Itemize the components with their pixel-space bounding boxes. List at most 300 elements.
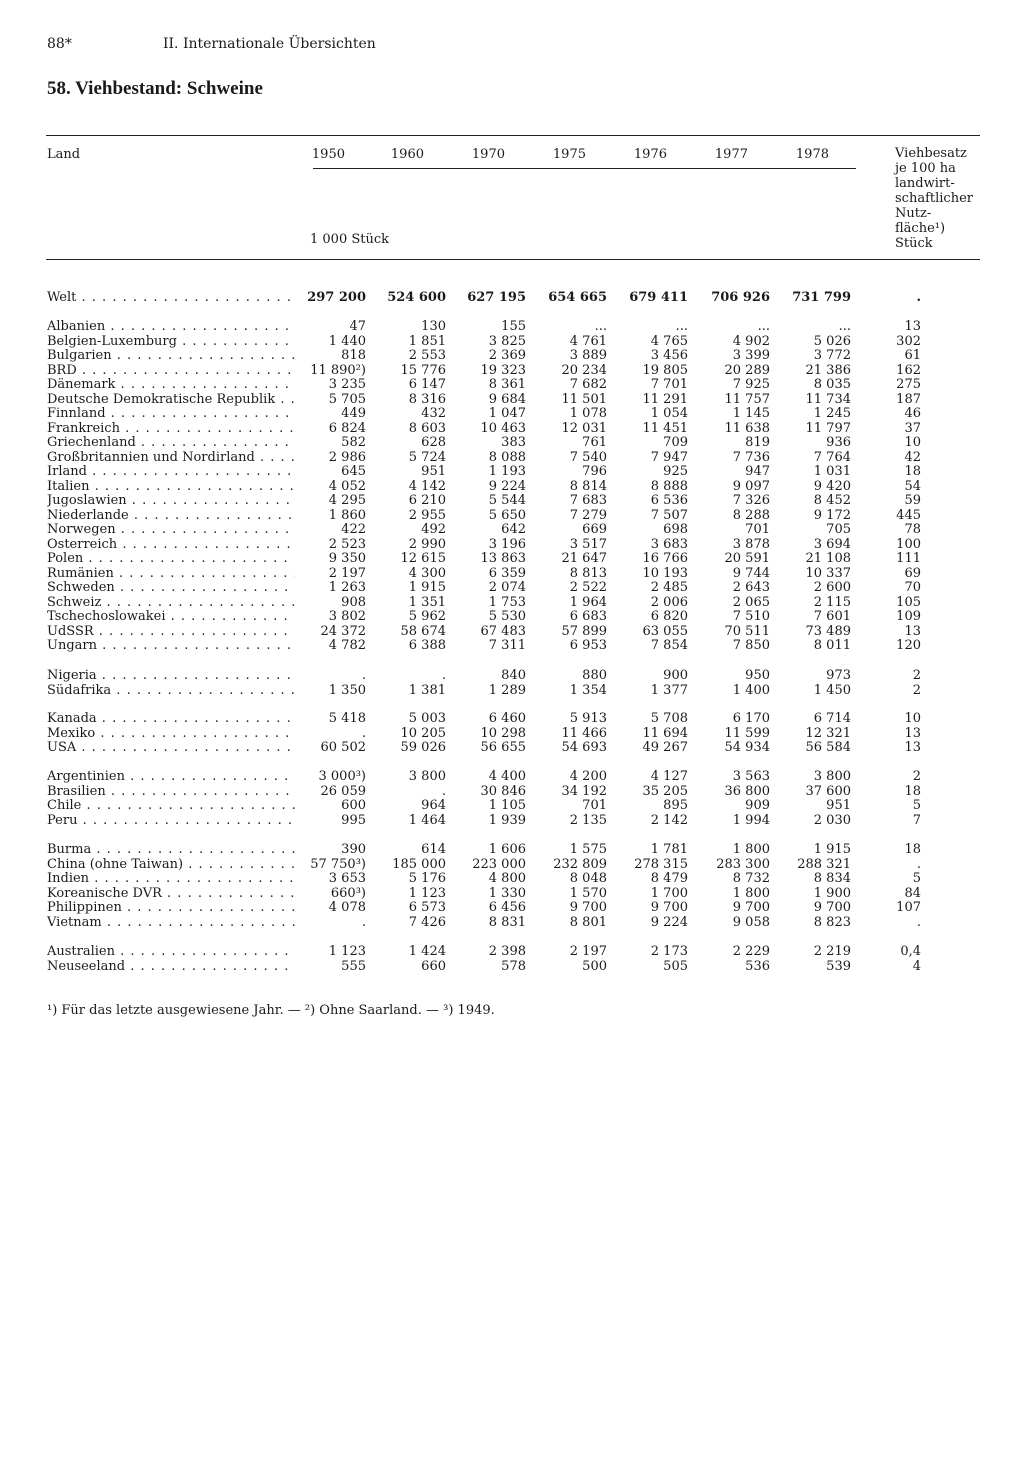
cell-value: 2 006 [650,594,688,610]
cell-value: . [361,914,366,930]
cell-viehbesatz: . [916,914,921,930]
country-name: Irland . . . [47,464,295,479]
table-row [0,900,1024,915]
cell-value: 7 540 [569,449,607,465]
cell-viehbesatz: 46 [904,406,921,421]
cell-value: 1 570 [569,885,607,901]
cell-value: 1 800 [732,885,770,901]
table-row [0,537,1024,552]
cell-value: 3 889 [569,348,607,363]
cell-value: 11 638 [724,420,770,436]
cell-viehbesatz: 69 [904,565,921,581]
cell-viehbesatz: 107 [896,900,921,915]
cell-value: 19 323 [480,362,526,378]
cell-viehbesatz: 275 [896,377,921,392]
country-name: Finnland . . . [47,406,295,421]
cell-value: 1 263 [328,580,366,595]
table-row [0,769,1024,784]
column-header-year: 1975 [552,147,586,162]
cell-value: 8 361 [488,377,526,392]
cell-viehbesatz: 13 [904,319,921,334]
cell-value: 3 653 [328,871,366,886]
cell-value: 3 772 [813,348,851,363]
cell-value: 8 452 [813,493,851,508]
cell-value: 1 753 [488,594,526,610]
table-row [0,392,1024,407]
cell-value: 3 802 [328,609,366,624]
cell-viehbesatz: 100 [896,536,921,552]
cell-value: 1 054 [650,406,688,421]
cell-value: 24 372 [320,623,366,639]
cell-viehbesatz: 10 [904,435,921,450]
cell-value: 6 573 [408,900,446,915]
country-name: Großbritannien und Nordirland . . . [47,450,295,465]
country-name: China (ohne Taiwan) . . . [47,857,295,872]
cell-value: 10 298 [480,725,526,741]
cell-value: 2 522 [569,580,607,595]
cell-value: 2 074 [488,580,526,595]
cell-viehbesatz: 18 [904,783,921,799]
country-name: Südafrika . . . [47,683,295,698]
table-row [0,493,1024,508]
cell-value: 3 000³) [318,769,366,784]
table-row [0,348,1024,363]
cell-value: 47 [349,319,366,334]
cell-value: 3 399 [732,348,770,363]
page-number: 88* [47,36,72,52]
besatz-line: Stück [895,236,933,251]
cell-value: 654 665 [548,290,607,305]
cell-viehbesatz: 5 [912,871,921,886]
cell-value: 628 [421,435,446,450]
cell-value: 7 854 [650,638,688,653]
cell-value: 2 197 [328,565,366,581]
cell-value: 10 337 [805,565,851,581]
cell-value: 1 781 [650,842,688,857]
cell-value: 731 799 [792,290,851,305]
table-row [0,580,1024,595]
cell-value: 4 761 [569,333,607,349]
cell-value: 1 851 [408,333,446,349]
table-title: 58. Viehbestand: Schweine [47,78,263,99]
cell-value: 232 809 [553,856,607,872]
table-row [0,959,1024,974]
cell-value: 1 145 [732,406,770,421]
table-row [0,609,1024,624]
cell-value: 2 030 [813,812,851,828]
cell-viehbesatz: 162 [896,362,921,378]
country-name: Kanada . . . [47,711,295,726]
cell-value: 4 782 [328,638,366,653]
cell-value: 2 643 [732,580,770,595]
cell-value: 1 900 [813,885,851,901]
cell-value: 8 831 [488,914,526,930]
cell-value: 9 420 [813,478,851,494]
cell-value: ... [675,319,688,334]
cell-value: 1 354 [569,682,607,698]
cell-value: 37 600 [805,783,851,799]
cell-value: 9 097 [732,478,770,494]
cell-viehbesatz: 18 [904,464,921,479]
cell-value: 63 055 [642,623,688,639]
cell-value: 1 800 [732,842,770,857]
country-name: BRD . . . [47,363,295,378]
cell-value: 2 600 [813,580,851,595]
cell-value: 6 388 [408,638,446,653]
cell-value: 11 734 [805,391,851,407]
cell-value: 1 915 [813,842,851,857]
cell-value: 627 195 [467,290,526,305]
cell-value: 1 939 [488,812,526,828]
cell-value: ... [594,319,607,334]
country-name: UdSSR . . . [47,624,295,639]
cell-viehbesatz: 13 [904,623,921,639]
cell-value: 964 [421,798,446,813]
besatz-line: schaftlicher [895,191,973,206]
cell-value: 500 [582,958,607,974]
cell-value: 5 913 [569,711,607,726]
cell-value: 57 750³) [310,856,366,872]
cell-value: 11 291 [642,391,688,407]
cell-value: 7 701 [650,377,688,392]
country-name: Brasilien . . . [47,784,295,799]
cell-value: 947 [745,464,770,479]
cell-value: 8 888 [650,478,688,494]
cell-value: 390 [341,842,366,857]
cell-value: 7 683 [569,493,607,508]
cell-value: 11 757 [724,391,770,407]
country-name: Chile . . . [47,798,295,813]
cell-value: 9 744 [732,565,770,581]
table-header-bottom-rule [46,259,980,260]
cell-value: 70 511 [724,623,770,639]
cell-value: 951 [826,798,851,813]
table-row [0,944,1024,959]
cell-value: 1 994 [732,812,770,828]
cell-value: 9 700 [569,900,607,915]
country-name: Deutsche Demokratische Republik . . . [47,392,295,407]
cell-value: 642 [501,522,526,537]
cell-value: ... [838,319,851,334]
cell-value: 383 [501,435,526,450]
cell-viehbesatz: 10 [904,711,921,726]
cell-value: 35 205 [642,783,688,799]
cell-value: 1 424 [408,944,446,959]
cell-value: 6 536 [650,493,688,508]
cell-value: 8 088 [488,449,526,465]
cell-value: 5 418 [328,711,366,726]
cell-value: 4 142 [408,478,446,494]
country-name: Welt . . . [47,290,295,305]
cell-value: 11 797 [805,420,851,436]
cell-value: 4 765 [650,333,688,349]
cell-viehbesatz: 445 [896,507,921,523]
cell-value: 8 316 [408,391,446,407]
cell-value: 505 [663,958,688,974]
cell-value: 8 479 [650,871,688,886]
cell-value: 9 700 [813,900,851,915]
cell-value: 73 489 [805,623,851,639]
column-header-year: 1970 [471,147,505,162]
besatz-line: fläche¹) [895,221,946,236]
country-name: Albanien . . . [47,319,295,334]
cell-value: 3 517 [569,536,607,552]
cell-value: 2 955 [408,507,446,523]
cell-viehbesatz: 4 [912,958,921,974]
cell-value: 130 [421,319,446,334]
cell-value: 4 300 [408,565,446,581]
cell-viehbesatz: 13 [904,725,921,741]
table-row [0,726,1024,741]
country-name: Frankreich . . . [47,421,295,436]
cell-viehbesatz: 70 [904,580,921,595]
cell-value: 6 170 [732,711,770,726]
cell-value: 880 [582,668,607,683]
cell-value: 645 [341,464,366,479]
cell-value: 709 [663,435,688,450]
table-row [0,450,1024,465]
cell-value: 8 813 [569,565,607,581]
country-name: USA . . . [47,740,295,755]
table-row [0,435,1024,450]
cell-value: 67 483 [480,623,526,639]
country-name: Schweden . . . [47,580,295,595]
cell-value: 3 800 [813,769,851,784]
cell-value: 1 351 [408,594,446,610]
country-name: Indien . . . [47,871,295,886]
cell-value: 1 031 [813,464,851,479]
cell-value: 705 [826,522,851,537]
cell-value: 11 694 [642,725,688,741]
cell-viehbesatz: 13 [904,740,921,755]
cell-value: 5 530 [488,609,526,624]
country-name: Mexiko . . . [47,726,295,741]
cell-value: 7 764 [813,449,851,465]
footnote: ¹) Für das letzte ausgewiesene Jahr. — ²) Ohne Saarland. — ³) 1949. [47,1003,495,1018]
cell-value: 973 [826,668,851,683]
table-row [0,886,1024,901]
cell-value: 818 [341,348,366,363]
cell-value: 9 224 [650,914,688,930]
cell-value: 9 350 [328,551,366,566]
country-name: Vietnam . . . [47,915,295,930]
cell-value: 1 105 [488,798,526,813]
cell-viehbesatz: 61 [904,348,921,363]
cell-value: 4 127 [650,769,688,784]
cell-value: 600 [341,798,366,813]
cell-value: 10 193 [642,565,688,581]
cell-value: 12 615 [400,551,446,566]
cell-value: 8 011 [813,638,851,653]
cell-value: 4 052 [328,478,366,494]
cell-viehbesatz: 5 [912,798,921,813]
cell-viehbesatz: 120 [896,638,921,653]
cell-value: 1 377 [650,682,688,698]
cell-value: 20 289 [724,362,770,378]
cell-viehbesatz: 18 [904,842,921,857]
cell-viehbesatz: 54 [904,478,921,494]
cell-viehbesatz: 37 [904,420,921,436]
cell-value: 223 000 [472,856,526,872]
table-row [0,668,1024,683]
country-name: Norwegen . . . [47,522,295,537]
cell-value: 16 766 [642,551,688,566]
column-header-land: Land [47,147,81,162]
cell-viehbesatz: 187 [896,391,921,407]
cell-value: 2 173 [650,944,688,959]
cell-value: 796 [582,464,607,479]
cell-value: 1 400 [732,682,770,698]
cell-value: 3 563 [732,769,770,784]
cell-value: 5 544 [488,493,526,508]
cell-value: 1 123 [408,885,446,901]
cell-value: 1 575 [569,842,607,857]
cell-value: 4 200 [569,769,607,784]
country-name: Bulgarien . . . [47,348,295,363]
country-name: Griechenland . . . [47,435,295,450]
table-top-rule [46,135,980,136]
cell-value: 614 [421,842,446,857]
column-header-year: 1976 [633,147,667,162]
cell-value: 4 400 [488,769,526,784]
cell-viehbesatz: 302 [896,333,921,349]
besatz-line: je 100 ha [895,161,956,176]
cell-value: 6 953 [569,638,607,653]
besatz-line: Nutz- [895,206,932,221]
cell-viehbesatz: 105 [896,594,921,610]
cell-value: 895 [663,798,688,813]
cell-value: 2 197 [569,944,607,959]
cell-value: 2 065 [732,594,770,610]
cell-value: 449 [341,406,366,421]
cell-value: 2 229 [732,944,770,959]
cell-value: 6 359 [488,565,526,581]
cell-value: 1 915 [408,580,446,595]
table-row [0,842,1024,857]
cell-value: 578 [501,958,526,974]
cell-viehbesatz: 84 [904,885,921,901]
table-row [0,624,1024,639]
column-header-year: 1978 [795,147,829,162]
cell-value: 7 326 [732,493,770,508]
column-header-year: 1960 [390,147,424,162]
cell-value: 660 [421,958,446,974]
cell-value: 1 330 [488,885,526,901]
table-row [0,871,1024,886]
table-row [0,464,1024,479]
cell-value: 26 059 [320,783,366,799]
cell-value: 34 192 [561,783,607,799]
table-row [0,638,1024,653]
cell-value: 36 800 [724,783,770,799]
cell-value: 8 048 [569,871,607,886]
cell-value: 21 647 [561,551,607,566]
cell-value: 660³) [330,885,366,901]
country-name: Italien . . . [47,479,295,494]
cell-value: 20 591 [724,551,770,566]
cell-value: 2 142 [650,812,688,828]
cell-value: 9 700 [732,900,770,915]
cell-value: 60 502 [320,740,366,755]
cell-value: 8 035 [813,377,851,392]
country-name: Neuseeland . . . [47,959,295,974]
cell-viehbesatz: 42 [904,449,921,465]
cell-value: 6 824 [328,420,366,436]
table-row [0,784,1024,799]
table-row [0,290,1024,305]
cell-value: 59 026 [400,740,446,755]
cell-value: 908 [341,594,366,610]
cell-value: 7 279 [569,507,607,523]
cell-value: 13 863 [480,551,526,566]
cell-value: 5 705 [328,391,366,407]
table-row [0,683,1024,698]
cell-value: 669 [582,522,607,537]
cell-viehbesatz: 2 [912,769,921,784]
cell-value: 10 205 [400,725,446,741]
table-row [0,798,1024,813]
country-name: Peru . . . [47,813,295,828]
cell-value: 761 [582,435,607,450]
cell-value: 9 058 [732,914,770,930]
besatz-line: landwirt- [895,176,955,191]
cell-value: 3 456 [650,348,688,363]
cell-value: 7 311 [488,638,526,653]
cell-value: 11 501 [561,391,607,407]
cell-value: . [361,725,366,741]
cell-viehbesatz: 0,4 [900,944,921,959]
cell-value: 909 [745,798,770,813]
cell-value: 2 135 [569,812,607,828]
cell-value: 1 440 [328,333,366,349]
cell-viehbesatz: 78 [904,522,921,537]
cell-value: 58 674 [400,623,446,639]
cell-value: 1 245 [813,406,851,421]
cell-value: 4 078 [328,900,366,915]
cell-value: 20 234 [561,362,607,378]
cell-value: 925 [663,464,688,479]
cell-value: 819 [745,435,770,450]
cell-value: 1 964 [569,594,607,610]
cell-value: 278 315 [634,856,688,872]
cell-viehbesatz: 109 [896,609,921,624]
table-row [0,508,1024,523]
cell-value: 5 176 [408,871,446,886]
cell-value: 1 700 [650,885,688,901]
country-name: Australien . . . [47,944,295,959]
table-row [0,857,1024,872]
cell-value: 701 [582,798,607,813]
table-row [0,377,1024,392]
cell-value: 2 523 [328,536,366,552]
country-name: Nigeria . . . [47,668,295,683]
cell-value: 3 694 [813,536,851,552]
section-title: II. Internationale Übersichten [163,36,376,52]
cell-value: 6 714 [813,711,851,726]
year-header-rule [313,168,856,169]
table-row [0,421,1024,436]
cell-value: 432 [421,406,446,421]
cell-viehbesatz: . [916,856,921,872]
cell-value: 2 986 [328,449,366,465]
cell-value: 288 321 [797,856,851,872]
cell-viehbesatz: 2 [912,682,921,698]
cell-value: 8 801 [569,914,607,930]
unit-label: 1 000 Stück [310,232,390,247]
cell-value: 2 990 [408,536,446,552]
cell-value: 936 [826,435,851,450]
cell-value: 1 450 [813,682,851,698]
